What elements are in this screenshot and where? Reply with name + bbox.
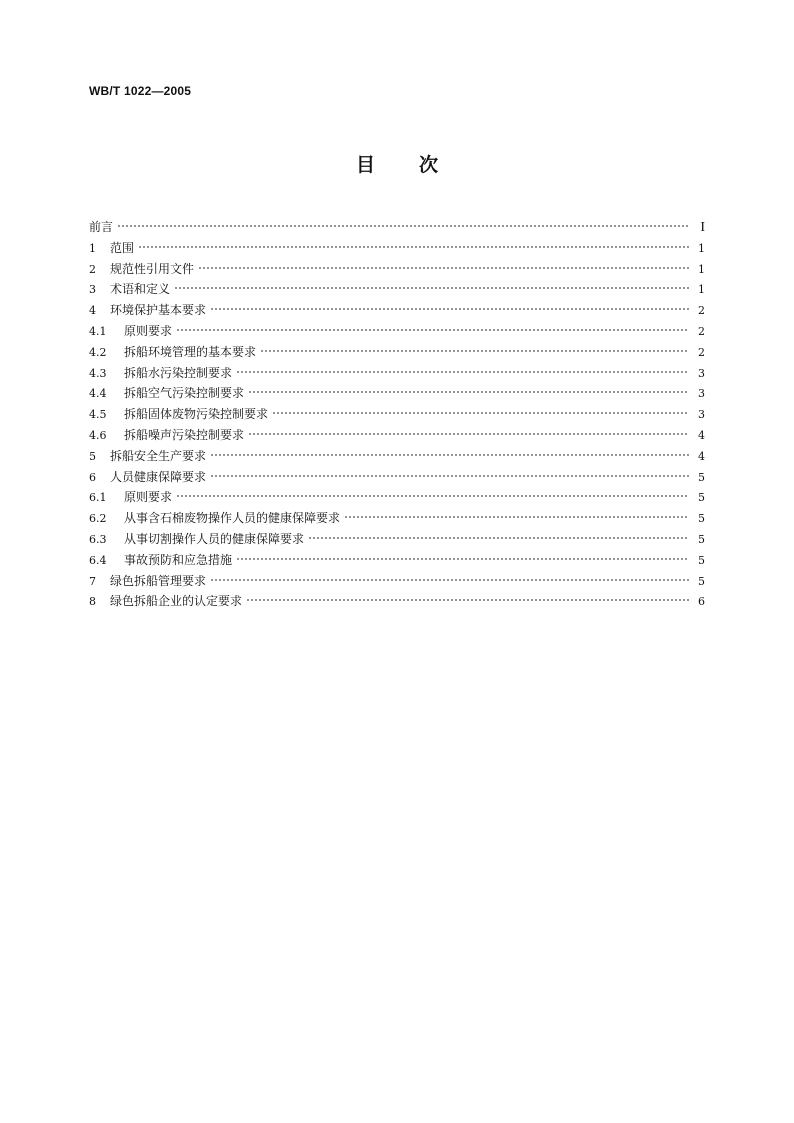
toc-entry-title: 原则要求 xyxy=(124,490,173,505)
toc-entry-page: 2 xyxy=(698,324,705,338)
toc-entry-1[interactable] xyxy=(89,238,705,259)
toc-entry-page: 5 xyxy=(698,574,705,588)
toc-entry-page: 2 xyxy=(698,345,705,359)
toc-entry-page: 4 xyxy=(698,428,705,442)
toc-entry-foreword[interactable] xyxy=(89,217,705,238)
toc-entry-title: 绿色拆船管理要求 xyxy=(110,573,207,588)
toc-entry-title: 人员健康保障要求 xyxy=(110,469,207,484)
toc-entry-title: 绿色拆船企业的认定要求 xyxy=(110,594,243,609)
toc-leader-dots xyxy=(138,237,689,249)
toc-entry-page: I xyxy=(700,220,705,235)
toc-entry-page: 5 xyxy=(698,553,705,567)
toc-entry-number: 6.4 xyxy=(89,553,107,567)
toc-entry-title: 拆船噪声污染控制要求 xyxy=(124,427,245,442)
toc-entry-title: 拆船空气污染控制要求 xyxy=(124,386,245,401)
toc-entry-number: 6.1 xyxy=(89,491,107,505)
toc-entry-number: 2 xyxy=(89,262,96,276)
toc-entry-4-3[interactable] xyxy=(89,363,705,384)
toc-entry-6-1[interactable] xyxy=(89,487,705,508)
toc-entry-number: 7 xyxy=(89,574,96,588)
toc-entry-title: 原则要求 xyxy=(124,323,173,338)
toc-leader-dots xyxy=(344,507,689,519)
toc-entry-number: 4.2 xyxy=(89,345,107,359)
document-id: WB/T 1022—2005 xyxy=(89,84,192,98)
toc-entry-page: 3 xyxy=(698,366,705,380)
toc-entry-page: 3 xyxy=(698,387,705,401)
toc-entry-page: 5 xyxy=(698,512,705,526)
toc-leader-dots xyxy=(210,299,689,311)
toc-leader-dots xyxy=(272,403,689,415)
toc-entry-3[interactable] xyxy=(89,279,705,300)
toc-entry-number: 4.6 xyxy=(89,428,107,442)
toc-title-part1: 目 xyxy=(355,154,375,176)
toc-leader-dots xyxy=(248,424,689,436)
toc-entry-page: 1 xyxy=(698,262,705,276)
toc-entry-number: 4 xyxy=(89,304,96,318)
toc-entry-4-5[interactable] xyxy=(89,404,705,425)
toc-entry-title: 拆船固体废物污染控制要求 xyxy=(124,407,269,422)
toc-entry-number: 4.4 xyxy=(89,387,107,401)
toc-leader-dots xyxy=(246,590,689,602)
toc-title xyxy=(0,150,794,177)
toc-entry-title: 拆船安全生产要求 xyxy=(110,448,207,463)
toc-list xyxy=(89,217,705,612)
toc-entry-number: 4.3 xyxy=(89,366,107,380)
toc-entry-page: 5 xyxy=(698,532,705,546)
toc-leader-dots xyxy=(210,570,689,582)
toc-entry-title: 前言 xyxy=(89,220,114,234)
toc-leader-dots xyxy=(210,466,689,478)
toc-entry-page: 2 xyxy=(698,304,705,318)
toc-entry-number: 4.5 xyxy=(89,408,107,422)
toc-entry-4-1[interactable] xyxy=(89,321,705,342)
toc-entry-6[interactable] xyxy=(89,467,705,488)
toc-entry-title: 规范性引用文件 xyxy=(110,261,195,276)
toc-entry-number: 6 xyxy=(89,470,96,484)
toc-entry-4-4[interactable] xyxy=(89,383,705,404)
toc-entry-4[interactable] xyxy=(89,300,705,321)
toc-entry-page: 3 xyxy=(698,408,705,422)
toc-leader-dots xyxy=(308,528,689,540)
toc-leader-dots xyxy=(260,341,689,353)
toc-entry-page: 5 xyxy=(698,470,705,484)
toc-entry-number: 6.3 xyxy=(89,532,107,546)
toc-entry-2[interactable] xyxy=(89,259,705,280)
toc-leader-dots xyxy=(236,362,689,374)
toc-entry-6-2[interactable] xyxy=(89,508,705,529)
toc-entry-title: 拆船水污染控制要求 xyxy=(124,365,233,380)
toc-entry-7[interactable] xyxy=(89,571,705,592)
toc-entry-number: 6.2 xyxy=(89,512,107,526)
toc-leader-dots xyxy=(210,445,689,457)
toc-entry-6-3[interactable] xyxy=(89,529,705,550)
toc-leader-dots xyxy=(198,258,689,270)
toc-leader-dots xyxy=(176,320,689,332)
toc-entry-page: 6 xyxy=(698,595,705,609)
toc-leader-dots xyxy=(174,278,689,290)
toc-entry-title: 拆船环境管理的基本要求 xyxy=(124,344,257,359)
toc-leader-dots xyxy=(248,382,689,394)
toc-title-part2: 次 xyxy=(419,154,439,176)
toc-entry-title: 术语和定义 xyxy=(110,282,171,297)
toc-entry-page: 1 xyxy=(698,283,705,297)
toc-entry-number: 8 xyxy=(89,595,96,609)
toc-entry-title: 范围 xyxy=(110,240,135,255)
toc-leader-dots xyxy=(117,216,689,228)
toc-entry-number: 5 xyxy=(89,449,96,463)
toc-entry-page: 1 xyxy=(698,241,705,255)
toc-entry-6-4[interactable] xyxy=(89,550,705,571)
toc-entry-8[interactable] xyxy=(89,591,705,612)
toc-leader-dots xyxy=(176,486,689,498)
toc-entry-title: 事故预防和应急措施 xyxy=(124,552,233,567)
toc-entry-page: 4 xyxy=(698,449,705,463)
toc-entry-title: 从事含石棉废物操作人员的健康保障要求 xyxy=(124,511,341,526)
toc-entry-4-6[interactable] xyxy=(89,425,705,446)
toc-entry-5[interactable] xyxy=(89,446,705,467)
toc-entry-number: 3 xyxy=(89,283,96,297)
toc-entry-title: 从事切割操作人员的健康保障要求 xyxy=(124,531,305,546)
toc-entry-page: 5 xyxy=(698,491,705,505)
toc-entry-4-2[interactable] xyxy=(89,342,705,363)
toc-entry-number: 1 xyxy=(89,241,96,255)
toc-entry-number: 4.1 xyxy=(89,324,107,338)
toc-entry-title: 环境保护基本要求 xyxy=(110,303,207,318)
toc-leader-dots xyxy=(236,549,689,561)
